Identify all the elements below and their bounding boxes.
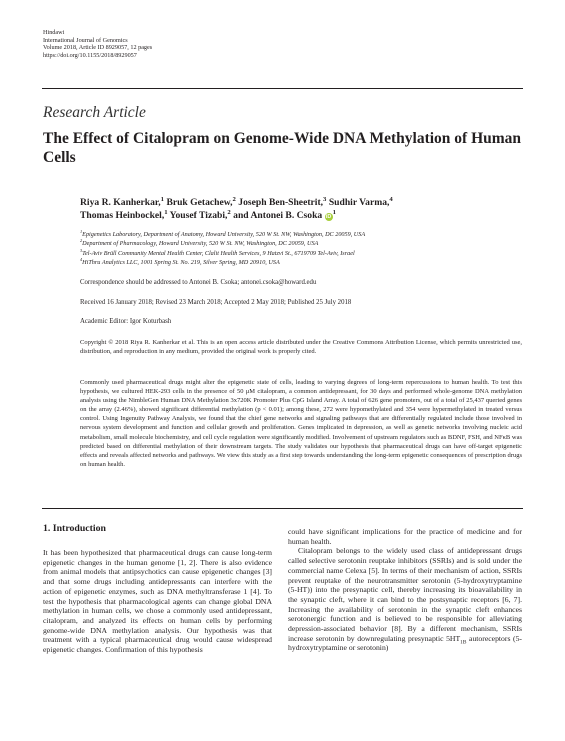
author: Riya R. Kanherkar,$^1$ — [80, 195, 165, 208]
abstract-rule — [42, 508, 523, 509]
body-column-right — [288, 527, 522, 653]
correspondence: Correspondence should be addressed to Antonei B. Csoka; antonei.csoka@howard.edu — [80, 279, 317, 286]
body-column-left — [43, 548, 272, 655]
author-list — [80, 196, 500, 222]
section-heading-introduction: 1. Introduction — [43, 523, 106, 534]
doi-link[interactable]: https://doi.org/10.1155/2018/8929057 — [43, 51, 137, 59]
affiliation: $^3$Tel-Aviv Brüll Community Mental Health Center, Clalit Health Services, 9 Hatzvi St., 6719709 Tel-Aviv, Israel — [80, 247, 355, 257]
orcid-icon[interactable]: iD — [325, 214, 332, 220]
header-rule — [42, 88, 523, 89]
author: Bruk Getachew,$^2$ — [166, 195, 236, 208]
paragraph: It has been hypothesized that pharmaceutical drugs can cause long-term epigenetic changes in the human genome [1, 2]. There is also evidence from animal models that antipsychotics can cause epigenetic changes [3] and that some drugs including antidepressants can interfere with the action of epigenetic enzymes, such as DNA methyltransferase 1 [4]. To test the hypothesis that pharmacological agents can change global DNA methylation in human cells, we chose a commonly used antidepressant, citalopram, and analyzed its effects on human cells by performing genome-wide DNA methylation analysis. Our hypothesis was that treatment with a typical pharmaceutical drug would cause widespread epigenetic changes. Confirmation of this hypothesis — [43, 548, 272, 655]
author: Yousef Tizabi,$^2$ — [169, 208, 231, 221]
paper-title: The Effect of Citalopram on Genome-Wide DNA Methylation of Human Cells — [43, 130, 522, 166]
author: Sudhir Varma,$^4$ — [328, 195, 393, 208]
article-type: Research Article — [43, 104, 146, 121]
journal-name: International Journal of Genomics — [43, 36, 128, 44]
author: Thomas Heinbockel,$^1$ — [80, 208, 168, 221]
affiliation: $^4$HiThru Analytics LLC, 1001 Spring St. No. 219, Silver Spring, MD 20910, USA — [80, 257, 280, 267]
volume-line: Volume 2018, Article ID 8929057, 12 pages — [43, 44, 153, 52]
author: Joseph Ben-Sheetrit,$^3$ — [238, 195, 327, 208]
publisher: Hindawi — [43, 29, 65, 36]
abstract: Commonly used pharmaceutical drugs might alter the epigenetic state of cells, leading to varying degrees of long-term repercussions to human health. To test this hypothesis, we cultured HEK-293 cells in the presence of 50 μM citalopram, a common antidepressant, for 30 days and performed whole-genome DNA methylation analysis using the NimbleGen Human DNA Methylation 3x720K Promoter Plus CpG Island Array. A total of 626 gene promoters, out of a total of 25,437 queried genes on the array (2.46%), showed significant differential methylation (p < 0.01); among these, 272 were hypomethylated and 354 were hypermethylated in treated versus control. Using Ingenuity Pathway Analysis, we found that the chief gene networks and signaling pathways that are differentially regulated include those involved in nervous system development and function and cellular growth and proliferation. Genes implicated in depression, as well as genetic networks involving nucleic acid metabolism, small molecule biochemistry, and cell cycle regulation were significantly modified. Involvement of upstream regulators such as BDNF, FSH, and NFκB was predicted based on differential methylation of their downstream targets. The study validates our hypothesis that pharmaceutical drugs can have off-target epigenetic effects and reveals affected networks and pathways. We view this study as a first step towards understanding the long-term epigenetic consequences of prescription drugs on human health. — [80, 379, 522, 468]
paragraph: could have significant implications for the practice of medicine and for human health. — [288, 527, 522, 546]
academic-editor: Academic Editor: Igor Koturbash — [80, 318, 172, 325]
affiliation: $^1$Epigenetics Laboratory, Department of Anatomy, Howard University, 520 W St. NW, Washington, DC 20059, USA — [80, 228, 366, 238]
author: and Antonei B. Csoka $iD^1$ — [233, 208, 336, 221]
affiliations — [80, 230, 520, 268]
copyright-notice: Copyright © 2018 Riya R. Kanherkar et al. This is an open access article distributed under the Creative Commons Attribution License, which permits unrestricted use, distribution, and reproduction in any medium, provided the original work is properly cited. — [80, 339, 522, 356]
affiliation: $^2$Department of Pharmacology, Howard University, 520 W St. NW, Washington, DC 20059, USA — [80, 238, 319, 248]
dates-line: Received 16 January 2018; Revised 23 March 2018; Accepted 2 May 2018; Published 25 July 2018 — [80, 299, 352, 306]
paragraph: Citalopram belongs to the widely used class of antidepressant drugs called selective serotonin reuptake inhibitors (SSRIs) and is sold under the commercial name Celexa [5]. In terms of their mechanism of action, SSRIs prevent reuptake of the neurotransmitter serotonin (5-hydroxytryptamine (5-HT)) into the presynaptic cell, thereby increasing its bioavailability in the synaptic cleft, where it can bind to the postsynaptic receptors [6, 7]. Increasing the availability of serotonin in the synaptic cleft enhances serotonergic function and is believed to be responsible for alleviating depression-associated behavior [8]. By a different mechanism, SSRIs increase serotonin by downregulating presynaptic $5HT_{1B}$ autoreceptors (5-hydroxytryptamine or serotonin) — [288, 546, 522, 653]
journal-info — [43, 29, 152, 59]
